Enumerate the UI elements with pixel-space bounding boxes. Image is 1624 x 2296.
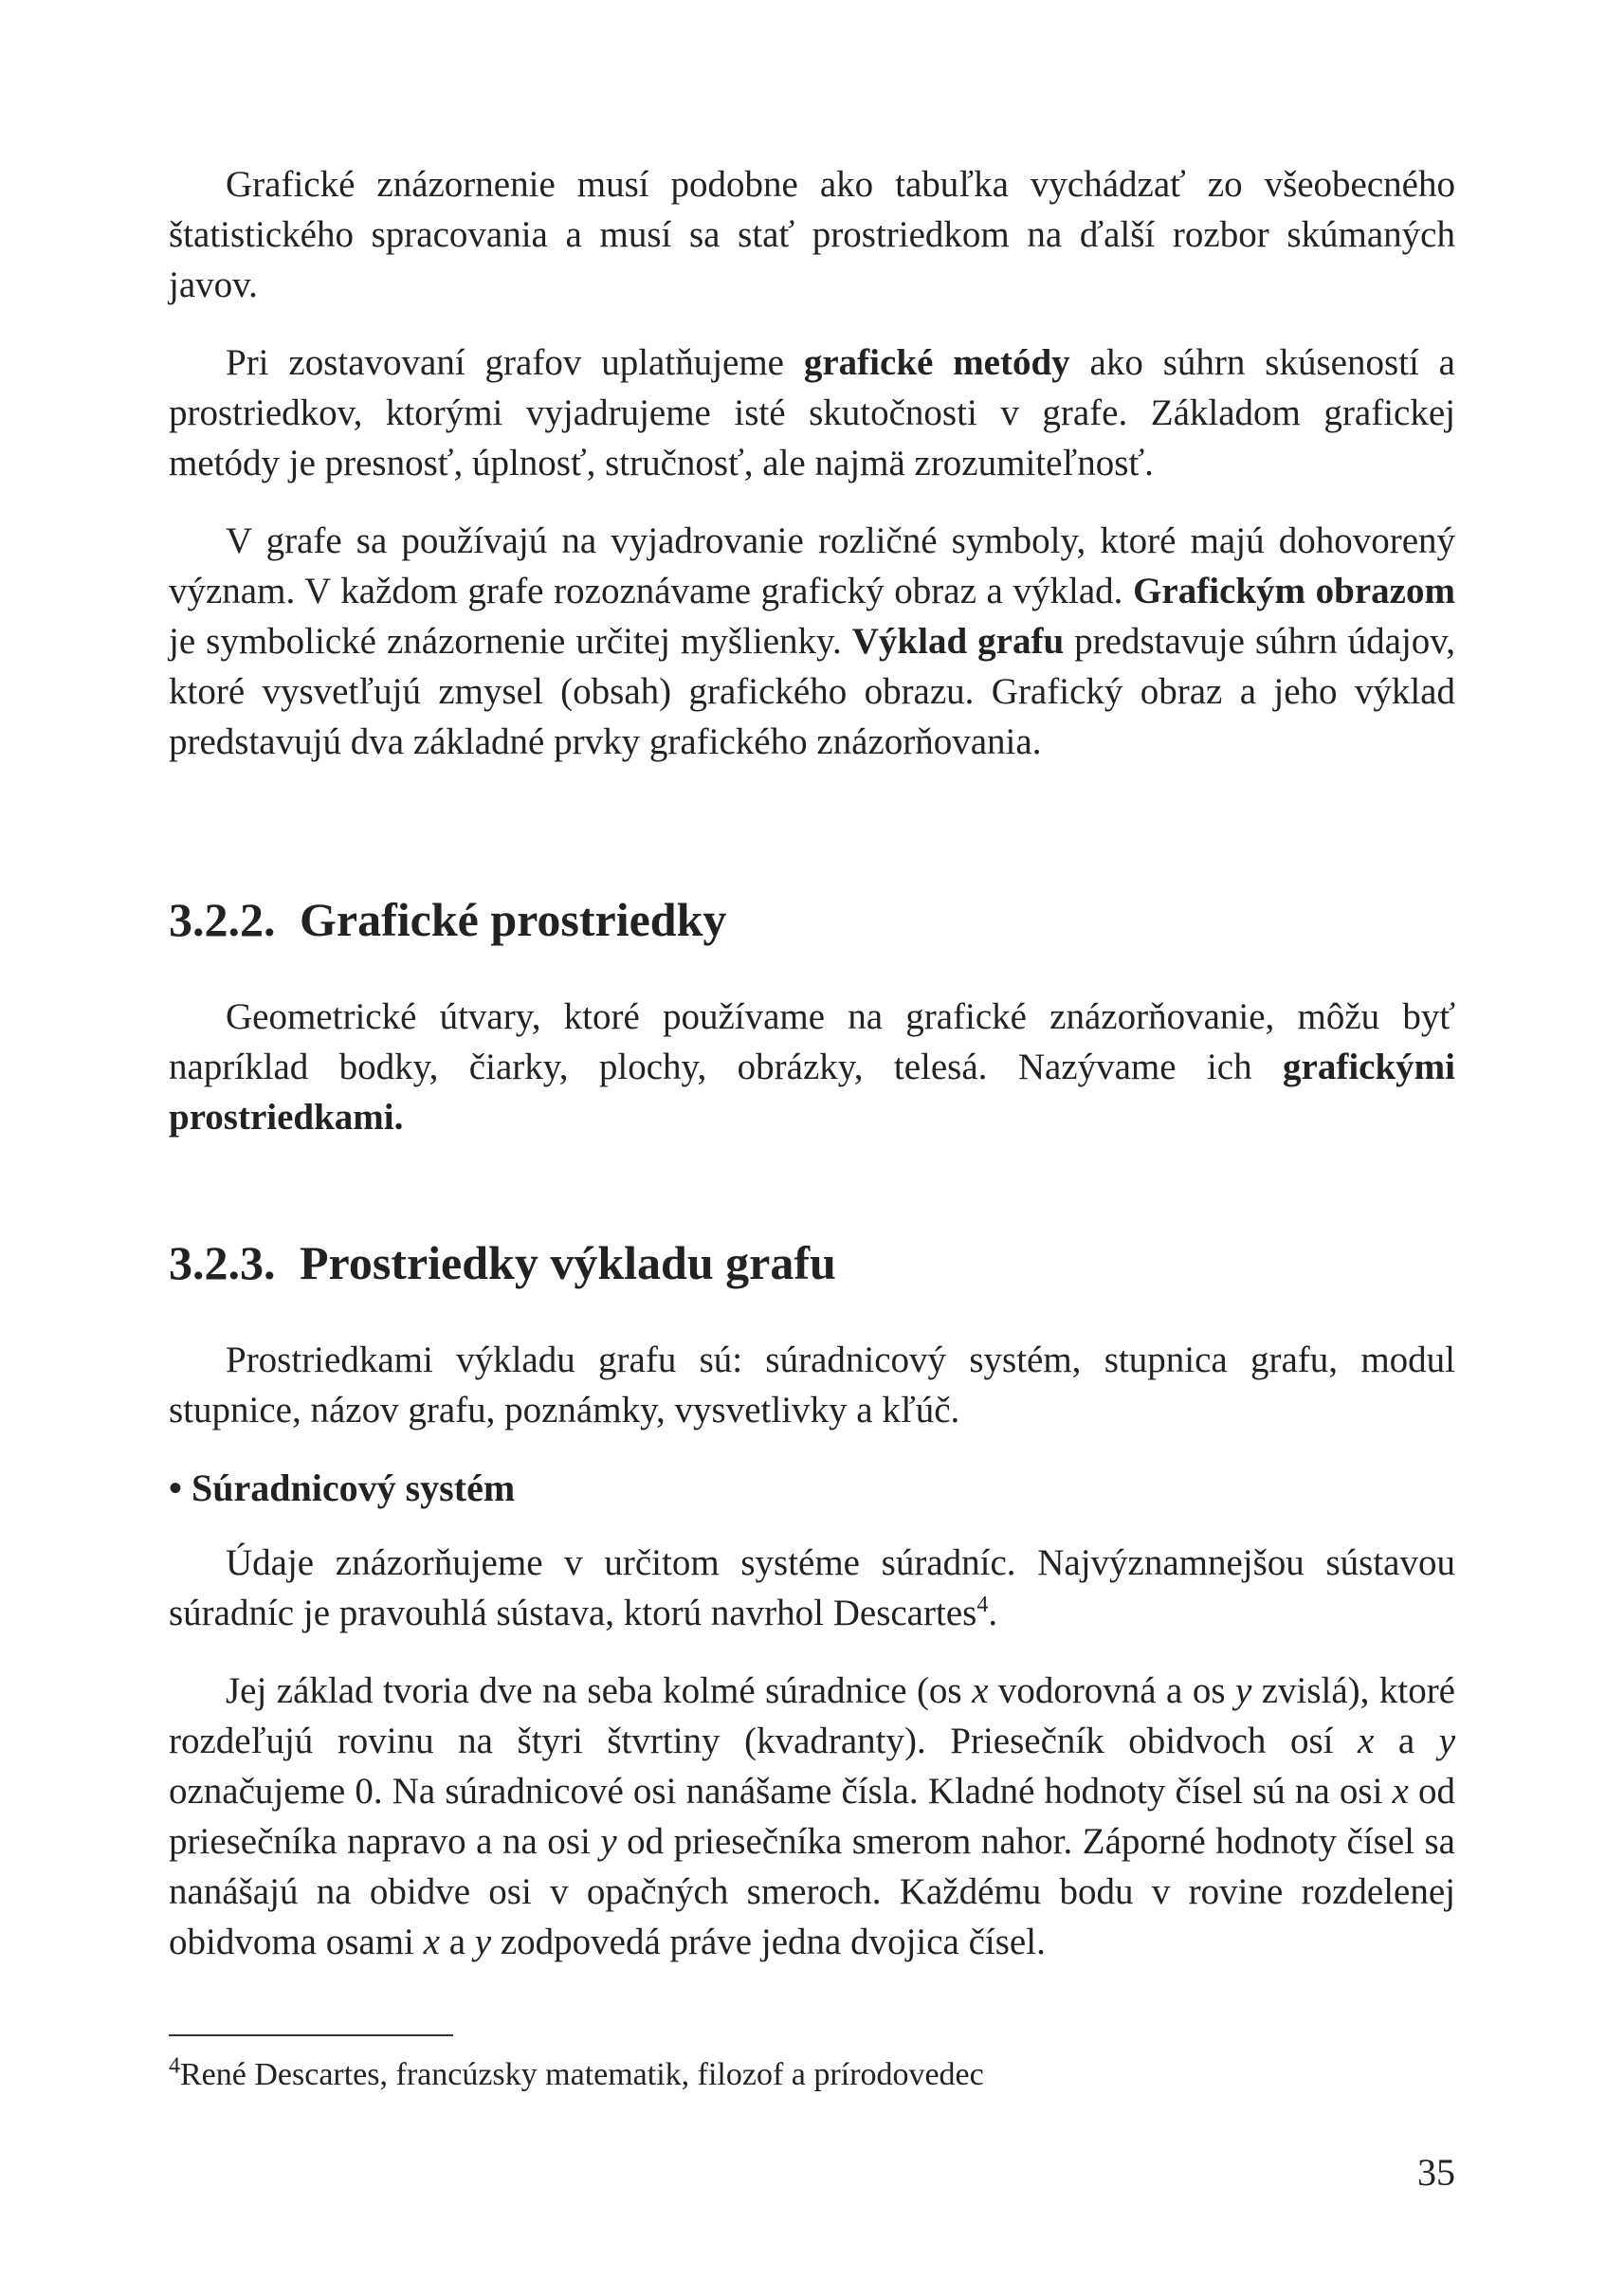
text-run: ako súhrn skúseností a prostriedkov, ktorými vyjadrujeme isté skutočnosti v grafe. Základom grafickej metódy je presnosť, úplnosť, stručnosť, ale najmä zrozumiteľnosť. [169, 342, 1455, 483]
section-3-2-3-body [169, 1335, 1455, 1995]
footnote-text: René Descartes, francúzsky matematik, filozof a prírodovedec [180, 2057, 984, 2092]
section-number: 3.2.3. [169, 1236, 276, 1289]
bold-term: Grafickým obrazom [1133, 571, 1455, 611]
paragraph [169, 337, 1455, 488]
page-number: 35 [1417, 2151, 1455, 2194]
footnote [169, 2053, 984, 2097]
text-run: vodorovná a os [988, 1670, 1235, 1711]
italic-var: x [1358, 1721, 1375, 1761]
text-run: . [988, 1593, 998, 1633]
bold-term: grafickými prostriedkami. [169, 1047, 1455, 1138]
section-title: Prostriedky výkladu grafu [300, 1236, 836, 1289]
footnote-divider [169, 2034, 453, 2036]
italic-var: y [474, 1922, 492, 1962]
italic-var: y [600, 1821, 617, 1862]
intro-block [169, 159, 1455, 794]
italic-var: y [1234, 1670, 1252, 1711]
section-3-2-2-heading [169, 891, 1455, 948]
bullet-heading: • Súradnicový systém [169, 1467, 516, 1509]
section-title: Grafické prostriedky [300, 893, 727, 946]
text-run: od priesečníka smerom nahor. Záporné hodnoty čísel sa nanášajú na obidve osi v opačných smeroch. Každému bodu v rovine rozdelenej obidvoma osami [169, 1821, 1455, 1962]
paragraph [169, 159, 1455, 310]
footnote-ref: 4 [976, 1593, 989, 1617]
section-3-2-2-body [169, 992, 1455, 1170]
bold-term: grafické metódy [803, 342, 1070, 383]
section-heading [169, 891, 1455, 948]
text-run: Údaje znázorňujeme v určitom systéme súradníc. Najvýznamnejšou sústavou súradníc je pravouhlá sústava, ktorú navrhol Descartes [169, 1542, 1455, 1633]
italic-var: x [972, 1670, 989, 1711]
text-run: Grafické znázornenie musí podobne ako tabuľka vychádzať zo všeobecného štatistického spracovania a musí sa stať prostriedkom na ďalší rozbor skúmaných javov. [169, 164, 1455, 305]
paragraph [169, 1335, 1455, 1435]
bold-term: Výklad grafu [851, 621, 1065, 662]
paragraph [169, 516, 1455, 767]
text-run: označujeme 0. Na súradnicové osi nanášame čísla. Kladné hodnoty čísel sú na osi [169, 1771, 1393, 1812]
text-run: Geometrické útvary, ktoré používame na grafické znázorňovanie, môžu byť napríklad bodky, čiarky, plochy, obrázky, telesá. Nazývame ich [169, 996, 1455, 1087]
text-run: a [1374, 1721, 1439, 1761]
section-number: 3.2.2. [169, 893, 276, 946]
text-run: zvislá), ktoré rozdeľujú rovinu na štyri štvrtiny (kvadranty). Priesečník obidvoch osí [169, 1670, 1455, 1761]
text-run: zodpovedá práve jedna dvojica čísel. [491, 1922, 1046, 1962]
paragraph [169, 1538, 1455, 1638]
section-heading [169, 1234, 1455, 1291]
italic-var: y [1438, 1721, 1455, 1761]
text-run: predstavuje súhrn údajov, ktoré vysvetľujú zmysel (obsah) grafického obrazu. Grafický obraz a jeho výklad predstavujú dva základné prvky grafického znázorňovania. [169, 621, 1455, 762]
text-run: Jej základ tvoria dve na seba kolmé súradnice (os [226, 1670, 973, 1711]
text-run: je symbolické znázornenie určitej myšlienky. [169, 621, 852, 662]
italic-var: x [1392, 1771, 1409, 1812]
paragraph [169, 992, 1455, 1142]
text-run: Pri zostavovaní grafov uplatňujeme [226, 342, 804, 383]
footnote-mark: 4 [169, 2053, 180, 2079]
text-run: Prostriedkami výkladu grafu sú: súradnicový systém, stupnica grafu, modul stupnice, názov grafu, poznámky, vysvetlivky a kľúč. [169, 1339, 1455, 1430]
paragraph [169, 1666, 1455, 1967]
italic-var: x [423, 1922, 440, 1962]
text-run: V grafe sa používajú na vyjadrovanie rozličné symboly, ktoré majú dohovorený význam. V každom grafe rozoznávame grafický obraz a výklad. [169, 520, 1455, 611]
text-run: a [439, 1922, 475, 1962]
text-run: od priesečníka napravo a na osi [169, 1771, 1455, 1862]
section-3-2-3-heading [169, 1234, 1455, 1291]
